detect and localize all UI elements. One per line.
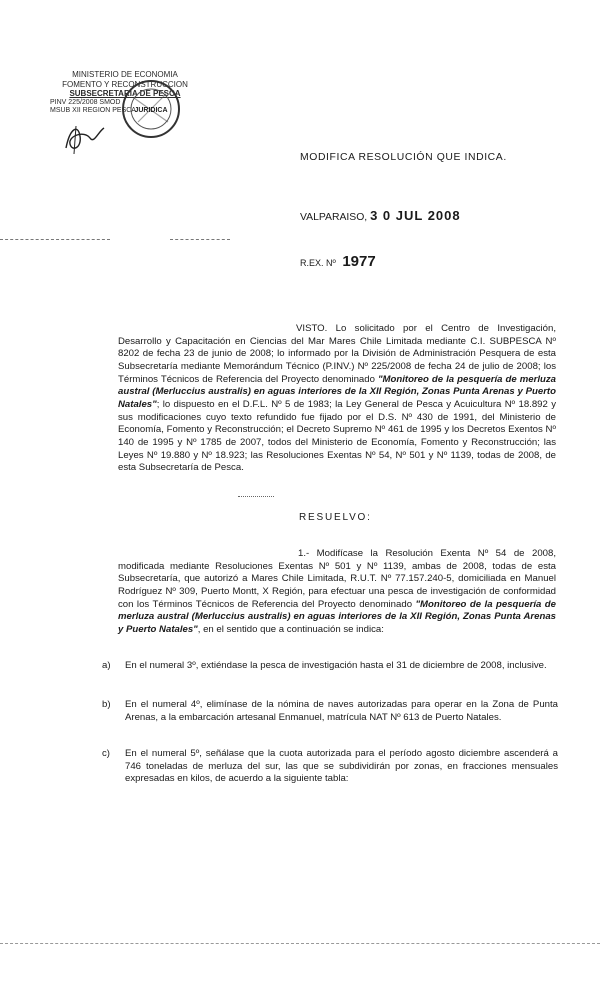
res1-lead: 1.- Modifícase la Resolución Exenta Nº 54 de 2008, modificada mediante Resoluciones Exentas Nº 501 y Nº 1139, ambas de 2008, todas de esta Subsecretaría, que autorizó a Mares Chile Limitada, R.U.T. Nº 77.157.240-5, domiciliada en Manuel Rodríguez Nº 309, Puerto Montt, X Región, para efectuar una pesca de investigación de conformidad con los Términos Técnicos de Referencia del Proyecto denominado — [118, 548, 556, 610]
resolution-point-1 — [118, 548, 556, 637]
stamp-line: PINV 225/2008 SMOD — [50, 98, 121, 106]
res1-project-name: "Monitoreo de la pesquería de merluza austral (Merluccius australis) en aguas interiores de la XII Región, Zonas Punta Arenas y Puerto Natales" — [118, 598, 556, 635]
scan-artifact-line — [170, 239, 230, 240]
item-text: En el numeral 3º, extiéndase la pesca de investigación hasta el 31 de diciembre de 2008, inclusive. — [125, 660, 547, 671]
stamp-line: MINISTERIO DE ECONOMIA — [72, 70, 178, 79]
item-label: a) — [102, 660, 111, 671]
resolution-number — [300, 252, 376, 272]
document-date — [300, 207, 461, 225]
stamp-line: MSUB XII REGION PESCA — [50, 107, 136, 115]
stamp-line: SUBSECRETARIA DE PESCA — [69, 89, 181, 99]
visto-project-name: "Monitoreo de la pesquería de merluza austral (Merluccius australis) en aguas interiores de la XII Región, Zonas Punta Arenas y Puerto Natales" — [118, 373, 556, 410]
stamp-line: FOMENTO Y RECONSTRUCCION — [62, 79, 188, 89]
resuelvo-heading: RESUELVO: — [299, 512, 372, 523]
rex-label: R.EX. Nº — [300, 258, 336, 268]
date-stamp: 3 0 JUL 2008 — [370, 208, 461, 223]
document-title: MODIFICA RESOLUCIÓN QUE INDICA. — [300, 152, 507, 163]
item-text: En el numeral 5º, señálase que la cuota autorizada para el período agosto diciembre ascenderá a 746 toneladas de merluza del sur, las que se subdividirán por zonas, en fracciones mensuales expresadas en kilos, de acuerdo a la siguiente tabla: — [125, 748, 558, 785]
section-separator — [238, 496, 274, 497]
scan-artifact-line — [0, 239, 110, 240]
round-seal-icon — [120, 78, 182, 140]
rex-number: 1977 — [342, 253, 376, 270]
visto-lead: VISTO. Lo solicitado por el Centro de Investigación, Desarrollo y Capacitación en Ciencias del Mar Mares Chile Limitada mediante C.I. SUBPESCA Nº 8202 de fecha 23 de junio de 2008; lo informado por la División de Administración Pesquera de esta Subsecretaría mediante Memorándum Técnico (P.INV.) Nº 225/2008 de fecha 24 de julio de 2008; los Términos Técnicos de Referencia del Proyecto denominado — [118, 323, 556, 385]
date-city: VALPARAISO, — [300, 212, 368, 223]
svg-text:JURIDICA: JURIDICA — [134, 107, 168, 114]
item-label: c) — [102, 748, 110, 759]
scan-artifact-line — [0, 943, 600, 944]
visto-paragraph — [118, 323, 556, 475]
handwritten-signature — [60, 118, 110, 158]
visto-tail: ; lo dispuesto en el D.F.L. Nº 5 de 1983; la Ley General de Pesca y Acuicultura Nº 18.892 y sus modificaciones cuyo texto refundido fue fijado por el D.S. Nº 430 de 1991, del Ministerio de Economía, Fomento y Reconstrucción; el Decreto Supremo Nº 461 de 1995 y los Decretos Exentos Nº 140 de 1995 y Nº 1785 de 2007, todos del Ministerio de Economía, Fomento y Reconstrucción; las Leyes Nº 19.880 y Nº 18.923; las Resoluciones Exentas Nº 54, Nº 501 y Nº 1139, todas de 2008, de esta Subsecretaría de Pesca. — [118, 398, 556, 474]
res1-tail: , en el sentido que a continuación se indica: — [197, 623, 384, 635]
item-label: b) — [102, 699, 111, 710]
item-text: En el numeral 4º, elimínase de la nómina de naves autorizadas para operar en la Zona de Punta Arenas, a la embarcación artesanal Enmanuel, matrícula NAT Nº 613 de Puerto Natales. — [125, 699, 558, 723]
